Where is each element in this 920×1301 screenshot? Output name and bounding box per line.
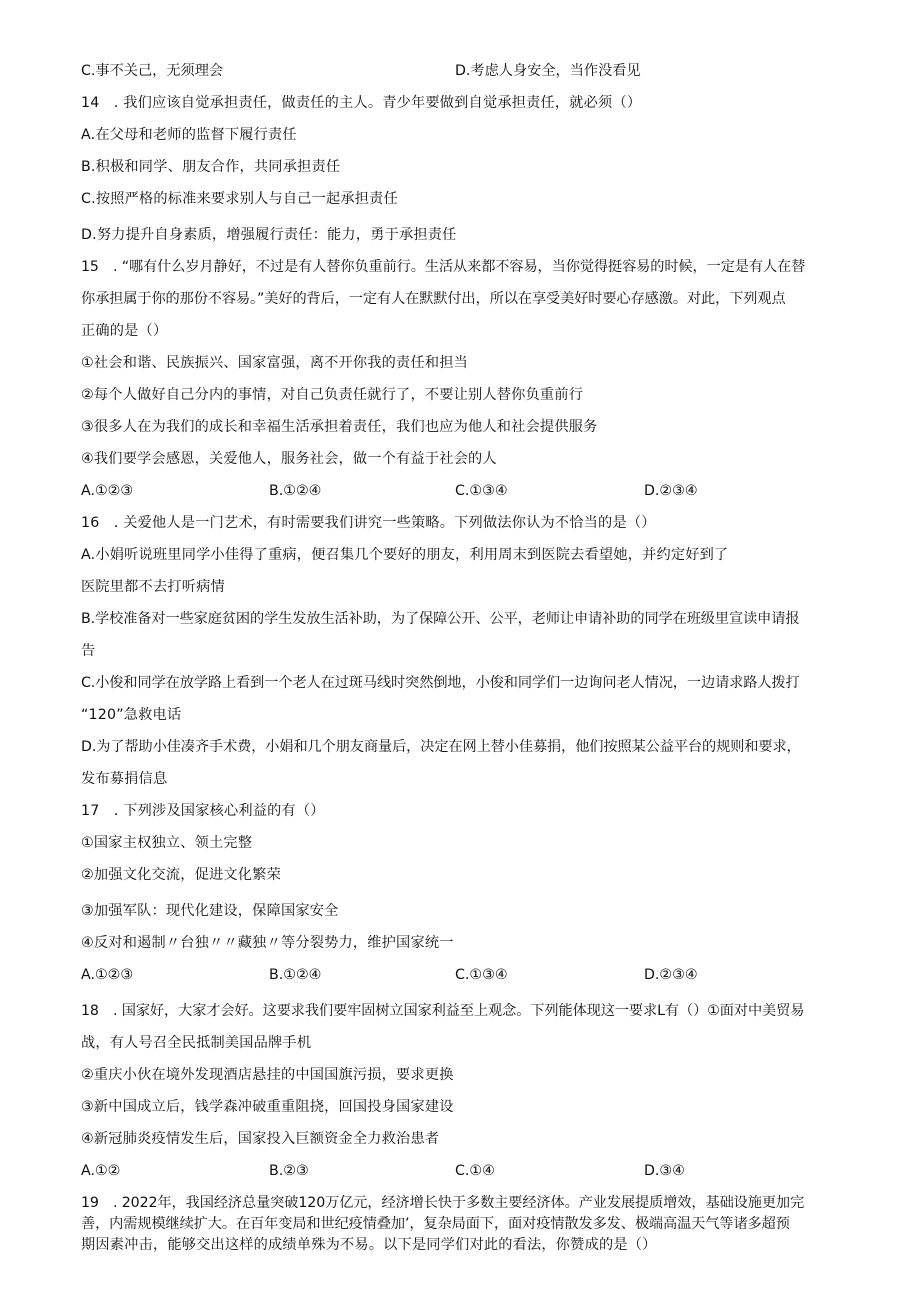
q18-option-c: C.①④ xyxy=(455,1163,495,1179)
q19-stem-line-2: 善，内需规模继续扩大。在百年变局和世纪疫情叠加’，复杂局面下，面对疫情散发多发、极端高温天气等诸多超预 xyxy=(81,1216,790,1232)
q18-option-d: D.③④ xyxy=(644,1163,685,1179)
q15-option-a: A.①②③ xyxy=(81,483,134,499)
q19-stem-line-3: 期因素冲击，能够交出这样的成绩单殊为不易。以下是同学们对此的看法，你赞成的是（） xyxy=(81,1237,657,1253)
q17-stem: 17 . 下列涉及国家核心利益的有（） xyxy=(81,803,325,819)
q16-option-d-line-1: D.为了帮助小佳凑齐手术费，小娟和几个朋友商量后，决定在网上替小佳募捐，他们按照某公益平台的规则和要求， xyxy=(81,739,801,755)
q17-statement-3: ③加强军队：现代化建设，保障国家安全 xyxy=(81,903,339,919)
q14-option-a: A.在父母和老师的监督下履行责任 xyxy=(81,127,297,143)
q13-option-c: C.事不关己，无须理会 xyxy=(81,63,224,79)
q15-stem-line-1: 15 . “哪有什么岁月静好，不过是有人替你负重前行。生活从来都不容易，当你觉得挺容易的时候，一定是有人在替 xyxy=(81,259,806,275)
q15-stem-line-2: 你承担属于你的那份不容易。”美好的背后，一定有人在默默付出，所以在享受美好时要心存感激。对此，下列观点 xyxy=(81,291,786,307)
q14-option-b: B.积极和同学、朋友合作，共同承担责任 xyxy=(81,159,341,175)
q17-statement-2: ②加强文化交流，促进文化繁荣 xyxy=(81,867,281,883)
q17-option-d: D.②③④ xyxy=(644,967,698,983)
q16-option-a-line-2: 医院里都不去打听病情 xyxy=(81,579,225,595)
q18-statement-2: ②重庆小伙在境外发现酒店悬挂的中国国旗污损，要求更换 xyxy=(81,1067,454,1083)
q15-statement-3: ③很多人在为我们的成长和幸福生活承担着责任，我们也应为他人和社会提供服务 xyxy=(81,419,598,435)
q14-option-c: C.按照严格的标准来要求别人与自己一起承担责任 xyxy=(81,191,398,207)
q17-statement-4: ④反对和遏制〃台独〃〃藏独〃等分裂势力，维护国家统一 xyxy=(81,935,454,951)
q16-option-a-line-1: A.小娟听说班里同学小佳得了重病，便召集几个要好的朋友，利用周末到医院去看望她，并约定好到了 xyxy=(81,547,729,563)
q15-option-b: B.①②④ xyxy=(269,483,322,499)
q16-option-c-line-1: C.小俊和同学在放学路上看到一个老人在过斑马线时突然倒地，小俊和同学们一边询问老人情况，一边请求路人拨打 xyxy=(81,675,800,691)
q16-option-b-line-1: B.学校准备对一些家庭贫困的学生发放生活补助，为了保障公开、公平，老师让申请补助的同学在班级里宣读申请报 xyxy=(81,611,800,627)
q18-stem-line-1: 18 . 国家好，大家才会好。这要求我们要牢固树立国家利益至上观念。下列能体现这一要求L有（）①面对中美贸易 xyxy=(81,1003,805,1019)
q17-statement-1: ①国家主权独立、领土完整 xyxy=(81,835,253,851)
q17-option-a: A.①②③ xyxy=(81,967,134,983)
q16-option-d-line-2: 发布募捐信息 xyxy=(81,771,168,787)
q14-stem: 14 . 我们应该自觉承担责任，做责任的主人。青少年要做到自觉承担责任，就必须（） xyxy=(81,95,642,111)
q13-option-d: D.考虑人身安全，当作没看见 xyxy=(455,63,641,79)
q15-option-d: D.②③④ xyxy=(644,483,698,499)
q18-statement-4: ④新冠肺炎疫情发生后，国家投入巨额资金全力救治患者 xyxy=(81,1131,440,1147)
q15-option-c: C.①③④ xyxy=(455,483,508,499)
q18-option-a: A.①② xyxy=(81,1163,121,1179)
q15-statement-4: ④我们要学会感恩，关爱他人，服务社会，做一个有益于社会的人 xyxy=(81,451,497,467)
q15-statement-1: ①社会和谐、民族振兴、国家富强，离不开你我的责任和担当 xyxy=(81,355,468,371)
q16-stem: 16 . 关爱他人是一门艺术，有时需要我们讲究一些策略。下列做法你认为不恰当的是（） xyxy=(81,515,656,531)
q16-option-c-line-2: “120”急救电话 xyxy=(81,707,182,723)
q14-option-d: D.努力提升自身素质，增强履行责任：能力，勇于承担责任 xyxy=(81,227,457,243)
q18-option-b: B.②③ xyxy=(269,1163,309,1179)
q18-statement-3: ③新中国成立后，钱学森冲破重重阻挠，回国投身国家建设 xyxy=(81,1099,454,1115)
q15-stem-line-3: 正确的是（） xyxy=(81,323,168,339)
q17-option-c: C.①③④ xyxy=(455,967,508,983)
q19-stem-line-1: 19 . 2022年，我国经济总量突破120万亿元，经济增长快于多数主要经济体。产业发展提质增效，基础设施更加完 xyxy=(81,1195,805,1211)
q18-stem-line-2: 战，有人号召全民抵制美国品牌手机 xyxy=(81,1035,312,1051)
q17-option-b: B.①②④ xyxy=(269,967,322,983)
q16-option-b-line-2: 告 xyxy=(81,643,96,659)
q15-statement-2: ②每个人做好自己分内的事情，对自己负责任就行了，不要让别人替你负重前行 xyxy=(81,387,584,403)
